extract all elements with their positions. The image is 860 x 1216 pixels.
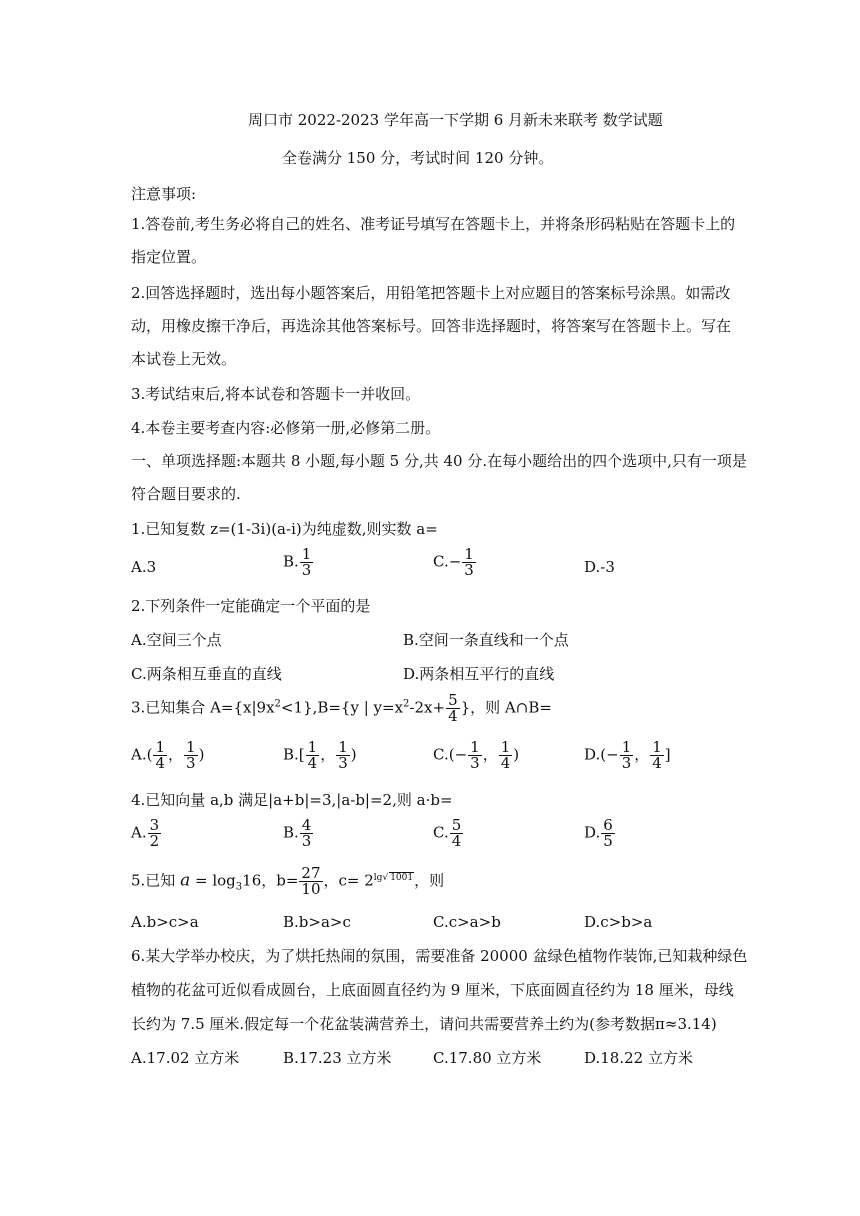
q6-line-1: 6.某大学举办校庆，为了烘托热闹的氛围，需要准备 20000 盆绿色植物作装饰,已知栽种绿色 <box>131 947 748 965</box>
q4-option-a: A. $\frac{3}{2}$ <box>131 816 160 850</box>
q3-option-a: A.( $\frac{1}{4}$ ， $\frac{1}{3}$ ) <box>131 738 205 772</box>
note-4: 4.本卷主要考查内容:必修第一册,必修第二册。 <box>131 419 441 437</box>
note-2-line-3: 本试卷上无效。 <box>131 350 237 368</box>
q5-stem: 5.已知 $a = \log_316$，b= $\frac{27}{10}$ ，$c= 2^{lg√ 1001}$，则 <box>131 864 445 898</box>
q4-option-d: D. $\frac{6}{5}$ <box>584 816 613 850</box>
section-1-line-1: 一、单项选择题:本题共 8 小题,每小题 5 分,共 40 分.在每小题给出的四个选项中,只有一项是 <box>131 452 747 470</box>
q5-option-b: B.b>a>c <box>283 913 351 931</box>
note-3: 3.考试结束后,将本试卷和答题卡一并收回。 <box>131 385 421 403</box>
exam-subtitle: 全卷满分 150 分，考试时间 120 分钟。 <box>282 149 554 167</box>
q3-option-d: D.(− $\frac{1}{3}$ ， $\frac{1}{4}$ ] <box>584 738 671 772</box>
q1-stem: 1.已知复数 z=(1-3i)(a-i)为纯虚数,则实数 a= <box>131 520 438 538</box>
note-2-line-1: 2.回答选择题时，选出每小题答案后，用铅笔把答题卡上对应题目的答案标号涂黑。如需改 <box>131 284 731 302</box>
q1-option-d: D.-3 <box>584 558 615 576</box>
q5-option-d: D.c>b>a <box>584 913 653 931</box>
q1-option-b: B. $\frac{1}{3}$ <box>283 545 312 579</box>
notes-heading: 注意事项: <box>131 185 197 203</box>
note-2-line-2: 动，用橡皮擦干净后，再选涂其他答案标号。回答非选择题时，将答案写在答题卡上。写在 <box>131 317 732 335</box>
q2-stem: 2.下列条件一定能确定一个平面的是 <box>131 597 371 615</box>
q1-option-c: C.− $\frac{1}{3}$ <box>433 545 474 579</box>
q2-option-b: B.空间一条直线和一个点 <box>403 631 569 649</box>
q4-stem: 4.已知向量 a,b 满足|a+b|=3,|a-b|=2,则 a·b= <box>131 791 453 809</box>
q3-stem: 3.已知集合 $A=\{x|9x^2<1\},B=\{y$ | $y=x^2-2x+$ $\frac{5}{4}$ }，则 A∩B= <box>131 691 552 725</box>
q6-line-3: 长约为 7.5 厘米.假定每一个花盆装满营养土，请问共需要营养土约为(参考数据π≈3.14) <box>131 1015 717 1033</box>
q5-option-a: A.b>c>a <box>131 913 199 931</box>
q2-option-c: C.两条相互垂直的直线 <box>131 665 282 683</box>
note-1-line-2: 指定位置。 <box>131 248 207 266</box>
section-1-line-2: 符合题目要求的. <box>131 485 241 503</box>
q2-option-a: A.空间三个点 <box>131 631 222 649</box>
exam-title: 周口市 2022-2023 学年高一下学期 6 月新未来联考 数学试题 <box>248 111 663 129</box>
q3-option-c: C.(− $\frac{1}{3}$ ， $\frac{1}{4}$ ) <box>433 738 520 772</box>
q3-option-b: B.[ $\frac{1}{4}$ ， $\frac{1}{3}$ ) <box>283 738 357 772</box>
q5-option-c: C.c>a>b <box>433 913 501 931</box>
q4-option-c: C. $\frac{5}{4}$ <box>433 816 462 850</box>
q6-line-2: 植物的花盆可近似看成圆台，上底面圆直径约为 9 厘米，下底面圆直径约为 18 厘米，母线 <box>131 981 734 999</box>
q1-option-a: A.3 <box>131 558 157 576</box>
q6-option-a: A.17.02 立方米 <box>131 1049 240 1067</box>
note-1-line-1: 1.答卷前,考生务必将自己的姓名、准考证号填写在答题卡上，并将条形码粘贴在答题卡上的 <box>131 215 736 233</box>
q4-option-b: B. $\frac{4}{3}$ <box>283 816 312 850</box>
q6-option-d: D.18.22 立方米 <box>584 1049 693 1067</box>
q2-option-d: D.两条相互平行的直线 <box>403 665 555 683</box>
q6-option-c: C.17.80 立方米 <box>433 1049 542 1067</box>
q6-option-b: B.17.23 立方米 <box>283 1049 392 1067</box>
